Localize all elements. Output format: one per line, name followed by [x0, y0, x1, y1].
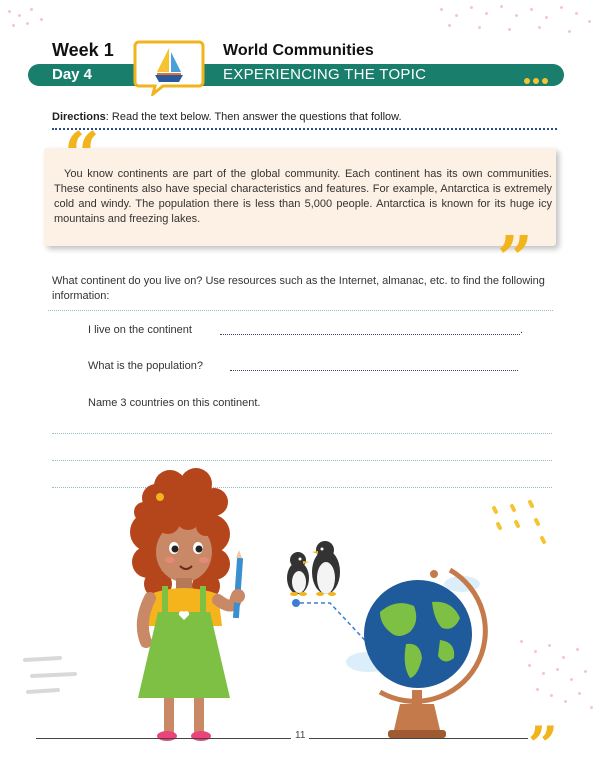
question-text: What continent do you live on? Use resources such as the Internet, almanac, etc. to find the following information: [52, 275, 545, 302]
globe-illustration [340, 562, 490, 744]
directions-label: Directions [52, 111, 106, 123]
population-input[interactable] [230, 362, 518, 371]
directions-text: : Read the text below. Then answer the questions that follow. [105, 111, 402, 123]
directions [52, 111, 402, 123]
close-quote-icon: ” [497, 222, 533, 295]
footer-quote-icon: ” [528, 716, 558, 777]
girl-illustration [110, 462, 270, 744]
ellipsis-icon [524, 71, 551, 89]
day-label: Day 4 [52, 66, 93, 83]
confetti-decoration [486, 496, 556, 556]
countries-line-1[interactable] [52, 433, 552, 434]
footer-rule [36, 738, 528, 739]
speed-lines-decoration [20, 650, 90, 720]
sailboat-icon [133, 38, 205, 96]
subject-title: World Communities [223, 42, 374, 59]
passage-text: You know continents are part of the global community. Each continent has its own communities. These continents also have special characteristics and features. For example, Antarctica is extremely cold and windy. The population there is less than 5,000 people. Antarctica is known for its huge icy mountains and freezing lakes. [54, 168, 552, 225]
directions-divider [52, 128, 557, 130]
question-divider [48, 310, 553, 311]
open-quote-icon: “ [64, 118, 100, 191]
continent-label: I live on the continent [88, 324, 192, 336]
countries-label: Name 3 countries on this continent. [88, 397, 261, 409]
population-label: What is the population? [88, 360, 203, 372]
week-label: Week 1 [52, 40, 114, 60]
countries-line-2[interactable] [52, 460, 552, 461]
continent-input[interactable] [220, 326, 520, 335]
continent-period: . [520, 324, 524, 336]
page-number: 11 [291, 730, 309, 741]
topic-title: EXPERIENCING THE TOPIC [223, 66, 427, 83]
